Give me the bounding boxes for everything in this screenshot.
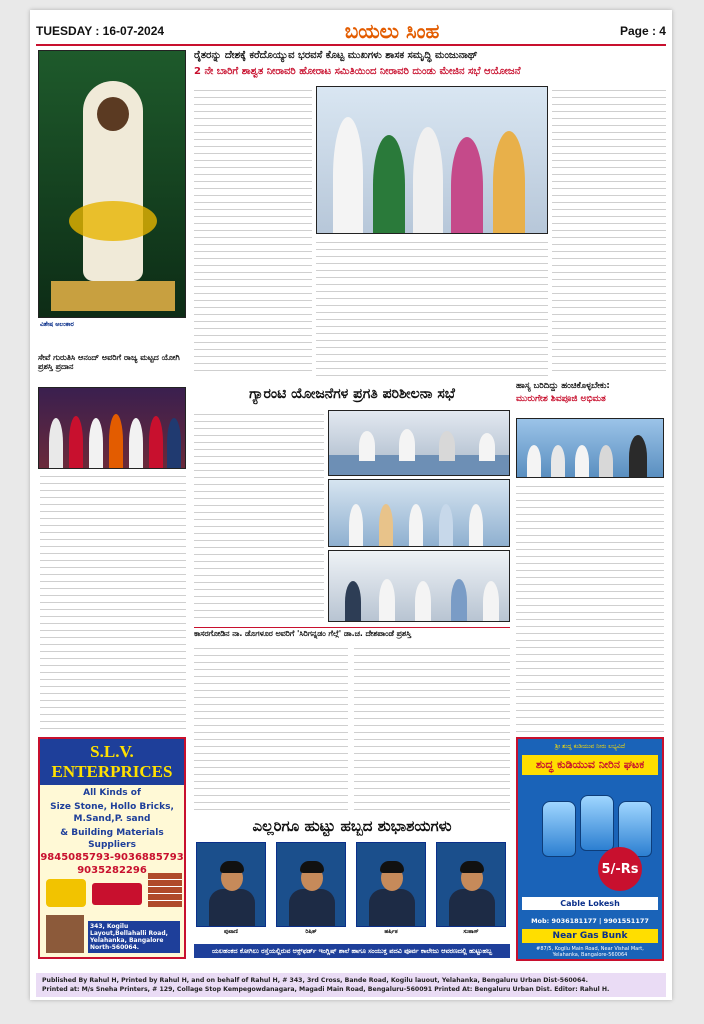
lead-headline-2: 2 ನೇ ಬಾರಿಗೆ ಶಾಶ್ವತ ನೀರಾವರಿ ಹೋರಾಟ ಸಮಿತಿಯಿಂದ ನೀರಾವರಿ ದುಂಡು ಮೇಜಿನ ಸಭೆ ಆಯೋಜನೆ bbox=[194, 66, 521, 77]
student-name-1: ಪುಟಾಣಿ bbox=[224, 929, 238, 935]
kasaragod-headline: ಕಾಸರಗೋಡಿನ ನಾ. ಡೊಗಳೂರ ಅವರಿಗೆ 'ಸಿರಿಗನ್ನಡಂ ಗೆಲ್ಗೆ' ಡಾ.ಚ. ದೇಶಪಾಂಡೆ ಪ್ರಶಸ್ತಿ bbox=[194, 629, 412, 638]
slv-phone1: 9845085793-9036885793 bbox=[40, 852, 184, 863]
idol-caption: ವಿಶೇಷ ಅಲಂಕಾರ bbox=[40, 321, 74, 328]
lead-story-body-right bbox=[552, 86, 666, 376]
water-ad-shop: Near Gas Bunk bbox=[522, 929, 658, 943]
section-divider bbox=[194, 627, 510, 628]
slv-line2: Size Stone, Hollo Bricks, M.Sand,P. sand bbox=[50, 802, 174, 824]
water-ad-name: Cable Lokesh bbox=[522, 897, 658, 910]
water-ad-title: ಶುದ್ಧ ಕುಡಿಯುವ ನೀರಿನ ಘಟಕ bbox=[522, 755, 658, 775]
kasaragod-story-body-right bbox=[354, 644, 510, 812]
idol-photo bbox=[38, 50, 186, 318]
water-ad-mobile: Mob: 9036181177 | 9901551177 bbox=[531, 917, 649, 925]
award-stage-photo bbox=[38, 387, 186, 469]
review-meeting-photo-2 bbox=[328, 479, 510, 547]
slv-brand: S.L.V. ENTERPRICES bbox=[40, 739, 184, 785]
review-meeting-photo-3 bbox=[328, 550, 510, 622]
student-photo-1 bbox=[196, 842, 266, 927]
birthday-caption-bar: ಯಲಹಂಕದ ಕೋಗಿಲು ರಸ್ತೆಯಲ್ಲಿರುವ ಆಕ್ಸ್‌ಫರ್ಡ್ ಇಂಗ್ಲಿಷ್ ಶಾಲೆ ಹಾಗೂ ಸಂಯುಕ್ತ ಪದವಿ ಪೂರ್ವ ಕಾಲೇಜು ಆವರಣದಲ್ಲಿ ಹುಟ್ಟುಹಬ್ಬ ಆಚರಿಸಿಕೊಳ್ಳುತ್ತಿರುವ ಮಕ್ಕಳು bbox=[194, 944, 510, 958]
water-ad-top: ಶ್ರೀ ಶುದ್ಧ ಕುಡಿಯುವ ನೀರು ಲಭ್ಯವಿದೆ bbox=[555, 743, 625, 750]
footer-line1: Published By Rahul H, Printed by Rahul H, and on behalf of Rahul H, # 343, 3rd Cross, Bande Road, Kogilu lauout, Yelahanka, Bengaluru Urban Dist-560064. bbox=[42, 977, 588, 984]
lead-headline-1: ರೈತರನ್ನು ದೇಶಕ್ಕೆ ಕರೆದೊಯ್ಯುವ ಭರವಸೆ ಕೊಟ್ಟ ಮುಖಗಳು ಶಾಸಕ ಸಮೃದ್ಧಿ ಮಂಜುನಾಥ್ bbox=[194, 50, 478, 61]
birthday-headline: ಎಲ್ಲರಿಗೂ ಹುಟ್ಟು ಹಬ್ಬದ ಶುಭಾಶಯಗಳು bbox=[252, 817, 452, 835]
left-story-body bbox=[40, 472, 186, 734]
newspaper-page bbox=[30, 10, 672, 1000]
humor-event-photo bbox=[516, 418, 664, 478]
humor-headline-1: ಹಾಸ್ಯ ಬರಿದಿದ್ದು ಹಂಚಿಕೊಳ್ಳಬೇಕು: bbox=[516, 381, 610, 391]
slv-phone2: 9035282296 bbox=[77, 865, 147, 876]
guarantee-headline: ಗ್ಯಾರಂಟಿ ಯೋಜನೆಗಳ ಪ್ರಗತಿ ಪರಿಶೀಲನಾ ಸಭೆ bbox=[249, 386, 455, 402]
slv-address: 343, Kogilu Layout,Bellahalli Road, Yelahanka, Bangalore North-560064. bbox=[88, 921, 180, 953]
newspaper-title: ಬಯಲು ಸಿಂಹ bbox=[344, 19, 440, 43]
lead-story-body-left bbox=[194, 86, 312, 376]
review-meeting-photo-1 bbox=[328, 410, 510, 476]
water-ad-address: #87/5, Kogilu Main Road, Near Vishal Mart, Yelahanka, Bangalore-560064 bbox=[536, 946, 644, 958]
slv-line3: & Building Materials Suppliers bbox=[60, 828, 164, 850]
truck-icon bbox=[92, 883, 142, 905]
student-photo-3 bbox=[356, 842, 426, 927]
idol-caption-text bbox=[40, 330, 186, 354]
meeting-photo bbox=[316, 86, 548, 234]
house-icon bbox=[46, 915, 84, 953]
student-photo-4 bbox=[436, 842, 506, 927]
footer-line2: Printed at: M/s Sneha Printers, # 129, Collage Stop Kempegowdanagara, Magadi Main Road, Bengaluru-560091 Printed At: Bengaluru Urban Dist. Editor: Rahul H. bbox=[42, 986, 610, 993]
kasaragod-story-body-left bbox=[194, 644, 348, 812]
water-plant-ad bbox=[516, 737, 664, 961]
award-headline: ಸೇವೆ ಗುರುತಿಸಿ ಆನಂದ್ ಅವರಿಗೆ ರಾಜ್ಯ ಮಟ್ಟದ ಯೋಗಿ ಪ್ರಶಸ್ತಿ ಪ್ರದಾನ bbox=[38, 353, 180, 372]
lead-story-body-mid bbox=[316, 238, 548, 376]
excavator-icon bbox=[46, 879, 86, 907]
humor-story-body bbox=[516, 482, 664, 732]
water-price-badge: 5/-Rs bbox=[598, 847, 642, 891]
guarantee-story-body bbox=[194, 410, 324, 624]
student-name-2: ರಿಷಿತ್ bbox=[305, 929, 317, 935]
water-bottle-icon-2 bbox=[580, 795, 614, 851]
bricks-icon bbox=[148, 873, 182, 907]
page-number: Page : 4 bbox=[619, 24, 666, 38]
imprint-footer bbox=[36, 973, 666, 997]
water-bottle-icon bbox=[542, 801, 576, 857]
slv-enterprises-ad bbox=[38, 737, 186, 959]
issue-date: TUESDAY : 16-07-2024 bbox=[36, 24, 165, 38]
masthead bbox=[36, 18, 666, 46]
student-name-3: ಹರ್ಷಿತ bbox=[384, 929, 398, 935]
slv-line1: All Kinds of bbox=[83, 788, 141, 798]
student-photo-2 bbox=[276, 842, 346, 927]
humor-headline-2: ಮುರುಗೇಶ ಶಿವಪೂಜಿ ಅಭಿಮತ bbox=[516, 394, 606, 404]
student-name-4: ಸುಹಾಸ್ bbox=[463, 929, 479, 935]
